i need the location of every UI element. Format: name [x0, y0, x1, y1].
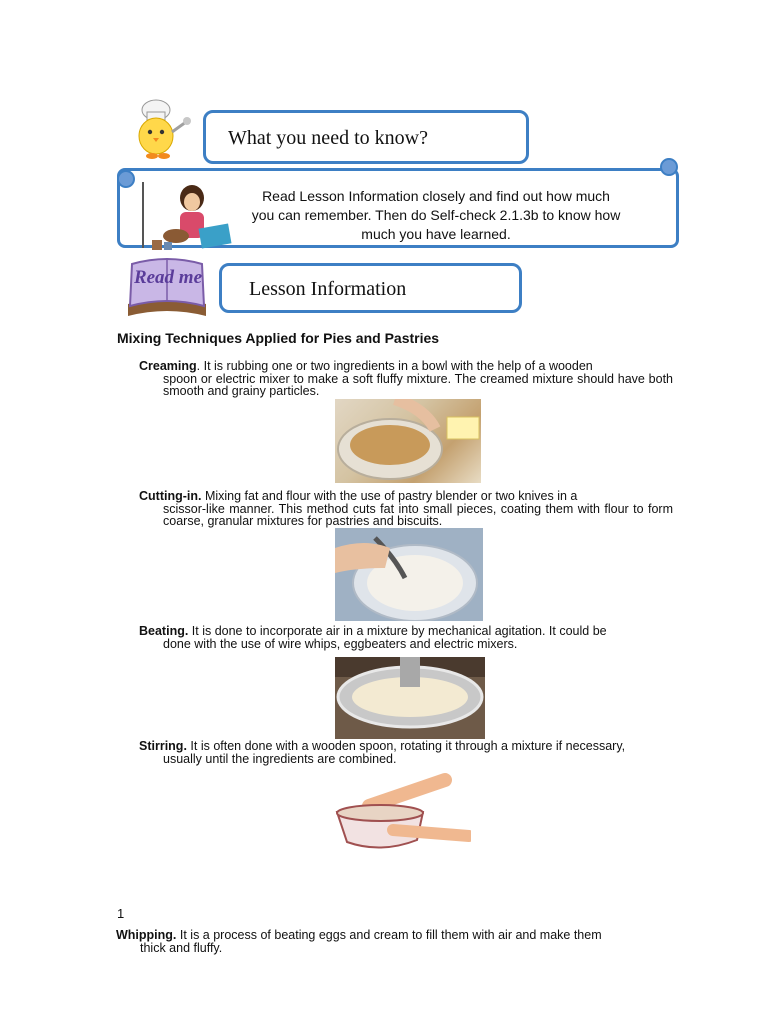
section-title: Mixing Techniques Applied for Pies and Pastries: [117, 330, 440, 346]
header-box: [203, 110, 529, 164]
lesson-info-title: Lesson Information: [249, 278, 407, 300]
technique-stirring: [139, 740, 673, 765]
header-title: What you need to know?: [228, 127, 428, 149]
technique-rest: done with the use of wire whips, eggbeaters and electric mixers.: [163, 636, 518, 651]
technique-cutting-in: [139, 490, 673, 528]
technique-term: Stirring.: [139, 739, 187, 753]
page-number: 1: [117, 906, 125, 921]
technique-sep: .: [196, 359, 201, 373]
beating-photo: [335, 657, 485, 739]
instruction-text: [226, 187, 646, 244]
chick-chef-icon: [130, 92, 192, 164]
technique-line1: It is often done with a wooden spoon, rotating it through a mixture if necessary,: [186, 739, 626, 753]
technique-rest: usually until the ingredients are combined.: [163, 751, 397, 766]
technique-rest: spoon or electric mixer to make a soft fluffy mixture. The creamed mixture should have both smooth and grainy particles.: [163, 371, 673, 398]
cutting-in-photo: [335, 528, 483, 621]
technique-creaming: [139, 360, 673, 398]
instruction-line-3: much you have learned.: [361, 226, 511, 242]
technique-rest: scissor-like manner. This method cuts fat into small pieces, coating them with flour to form coarse, granular mixtures for pastries and biscuits.: [163, 501, 673, 528]
scroll-curl-icon: [117, 170, 135, 188]
technique-whipping: [116, 929, 676, 954]
technique-beating: [139, 625, 673, 650]
technique-term: Creaming: [139, 359, 197, 373]
creaming-photo: [335, 399, 481, 483]
read-me-book-icon: [122, 254, 212, 318]
technique-rest: thick and fluffy.: [140, 940, 223, 955]
lesson-info-box: [219, 263, 522, 313]
technique-line1: It is a process of beating eggs and cream to fill them with air and make them: [176, 928, 602, 942]
instruction-line-2: you can remember. Then do Self-check 2.1.3b to know how: [251, 207, 621, 223]
teacher-reading-icon: [142, 180, 240, 252]
technique-term: Beating.: [139, 624, 189, 638]
stirring-illustration: [333, 766, 471, 854]
technique-line1: It is done to incorporate air in a mixture by mechanical agitation. It could be: [188, 624, 607, 638]
instruction-line-1: Read Lesson Information closely and find out how much: [262, 188, 610, 204]
technique-line1: Mixing fat and flour with the use of pastry blender or two knives in a: [201, 489, 578, 503]
scroll-curl-icon: [660, 158, 678, 176]
technique-line1: It is rubbing one or two ingredients in a bowl with the help of a wooden: [200, 359, 593, 373]
technique-term: Cutting-in.: [139, 489, 202, 503]
technique-term: Whipping.: [116, 928, 177, 942]
read-me-text: Read me: [133, 267, 203, 288]
